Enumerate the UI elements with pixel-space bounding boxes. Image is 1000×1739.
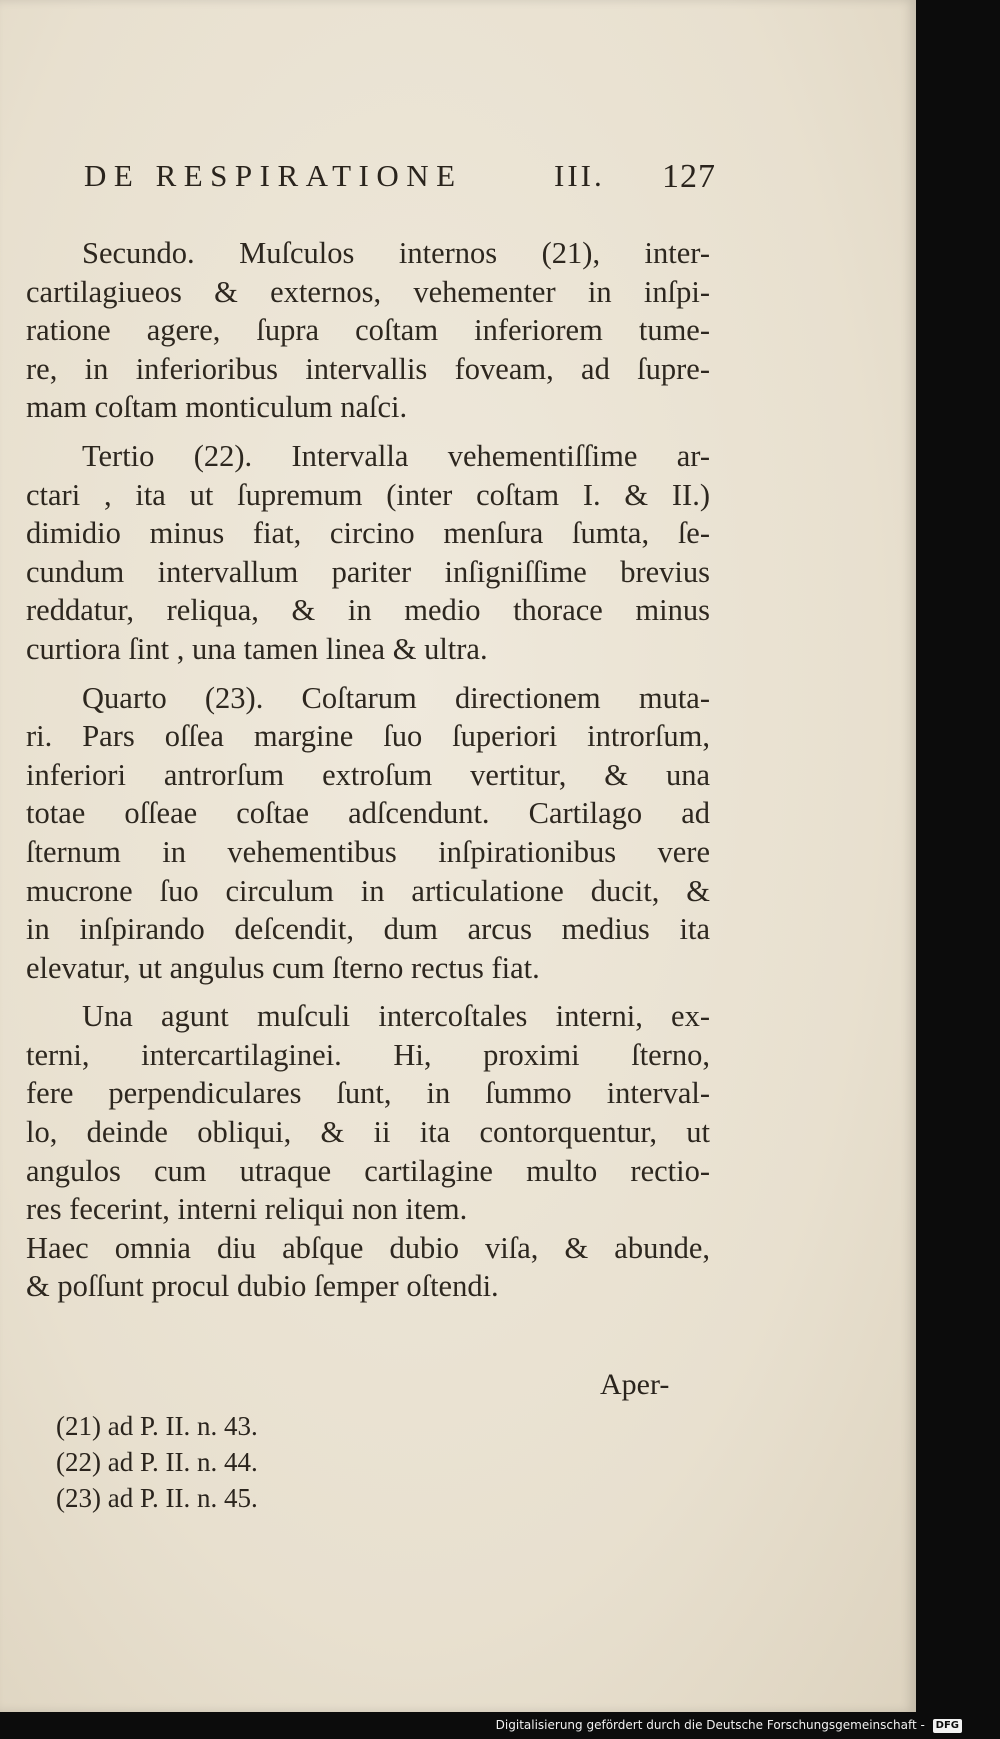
- running-head-book: III.: [554, 158, 605, 193]
- text-line: in inſpirando deſcendit, dum arcus medius ita: [26, 912, 710, 947]
- paragraph-haec-omnia: [26, 1229, 710, 1306]
- footnote: (21) ad P. II. n. 43.: [56, 1411, 258, 1441]
- text-line: ctari , ita ut ſupremum (inter coſtam I. & II.): [26, 477, 710, 512]
- dfg-logo-icon: DFG: [933, 1719, 962, 1733]
- text-line: re, in inferioribus intervallis foveam, ad ſupre-: [26, 351, 710, 386]
- text-line: ſternum in vehementibus inſpirationibus vere: [26, 834, 710, 869]
- text-line: Secundo. Muſculos internos (21), inter-: [82, 236, 710, 270]
- catchword: Aper-: [600, 1368, 670, 1401]
- digitization-credit: [496, 1718, 962, 1733]
- running-head: [84, 158, 716, 198]
- text-line: Una agunt muſculi intercoſtales interni, ex-: [82, 999, 710, 1034]
- text-line: totae oſſeae coſtae adſcendunt. Cartilago ad: [26, 796, 710, 831]
- footnote: (23) ad P. II. n. 45.: [56, 1483, 258, 1513]
- text-line: terni, intercartilaginei. Hi, proximi ſterno,: [26, 1037, 710, 1072]
- text-line: mucrone ſuo circulum in articulatione ducit, &: [26, 873, 710, 908]
- text-line: Quarto (23). Coſtarum directionem muta-: [82, 680, 710, 715]
- credit-text: Digitalisierung gefördert durch die Deutsche Forschungsgemeinschaft -: [495, 1718, 925, 1732]
- text-line: ratione agere, ſupra coſtam inferiorem tume-: [26, 313, 710, 348]
- paragraph-secundo: [26, 234, 710, 427]
- text-line: curtiora ſint , una tamen linea & ultra.: [26, 631, 488, 666]
- text-line: mam coſtam monticulum naſci.: [26, 390, 408, 425]
- footnotes: [56, 1408, 258, 1516]
- text-line: ri. Pars oſſea margine ſuo ſuperiori introrſum,: [26, 719, 710, 754]
- text-line: lo, deinde obliqui, & ii ita contorquentur, ut: [26, 1115, 710, 1150]
- text-line: reddatur, reliqua, & in medio thorace minus: [26, 593, 710, 628]
- paragraph-una-agunt: [26, 997, 710, 1229]
- text-line: angulos cum utraque cartilagine multo rectio-: [26, 1153, 710, 1188]
- footnote: (22) ad P. II. n. 44.: [56, 1447, 258, 1477]
- text-line: Tertio (22). Intervalla vehementiſſime ar-: [82, 438, 710, 473]
- text-line: res fecerint, interni reliqui non item.: [26, 1192, 468, 1227]
- text-line: cundum intervallum pariter inſigniſſime brevius: [26, 554, 710, 589]
- page-number: 127: [662, 158, 716, 195]
- paragraph-tertio: [26, 437, 710, 669]
- text-line: dimidio minus fiat, circino menſura ſumta, ſe-: [26, 516, 710, 551]
- body-text: [26, 234, 710, 1316]
- paragraph-quarto: [26, 679, 710, 988]
- text-line: inferiori antrorſum extroſum vertitur, & una: [26, 757, 710, 792]
- text-line: fere perpendiculares ſunt, in ſummo interval-: [26, 1076, 710, 1111]
- text-line: & poſſunt procul dubio ſemper oſtendi.: [26, 1269, 499, 1304]
- text-line: cartilagiueos & externos, vehementer in inſpi-: [26, 274, 710, 309]
- text-line: elevatur, ut angulus cum ſterno rectus fiat.: [26, 950, 540, 985]
- text-line: Haec omnia diu abſque dubio viſa, & abunde,: [26, 1230, 710, 1265]
- running-head-title: DE RESPIRATIONE: [84, 158, 463, 193]
